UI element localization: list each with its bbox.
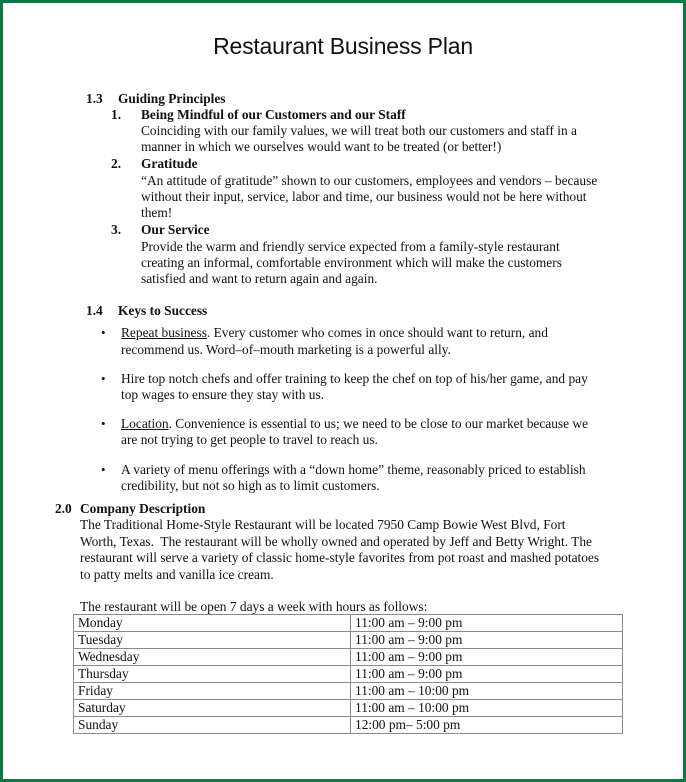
bullet-icon: • <box>101 462 106 477</box>
day-cell: Monday <box>74 615 351 632</box>
day-cell: Saturday <box>74 700 351 717</box>
underlined-term: Location <box>121 416 169 431</box>
day-cell: Thursday <box>74 666 351 683</box>
paragraph-line: The Traditional Home-Style Restaurant will be located 7950 Camp Bowie West Blvd, Fort <box>80 517 566 532</box>
day-cell: Wednesday <box>74 649 351 666</box>
bullet-text-line: are not trying to get people to travel to reach us. <box>121 432 378 447</box>
section-number: 1.4 <box>86 303 103 318</box>
bullet-text-line: credibility, but not so high as to limit customers. <box>121 478 380 493</box>
table-row <box>74 666 623 683</box>
time-cell: 11:00 am – 10:00 pm <box>351 683 623 700</box>
time-cell: 11:00 am – 9:00 pm <box>351 632 623 649</box>
table-row <box>74 615 623 632</box>
hours-intro: The restaurant will be open 7 days a week with hours as follows: <box>80 599 428 614</box>
item-heading: Being Mindful of our Customers and our Staff <box>141 107 406 122</box>
item-text-line: Coinciding with our family values, we will treat both our customers and staff in a <box>141 123 577 138</box>
item-text-line: Provide the warm and friendly service expected from a family-style restaurant <box>141 239 560 254</box>
table-row <box>74 683 623 700</box>
item-number: 2. <box>111 156 122 171</box>
bullet-text-line: A variety of menu offerings with a “down home” theme, reasonably priced to establish <box>121 462 586 477</box>
section-heading: Company Description <box>80 501 206 516</box>
bullet-text-line: Hire top notch chefs and offer training to keep the chef on top of his/her game, and pay <box>121 371 588 386</box>
paragraph-line: restaurant will serve a variety of classic home-style favorites from pot roast and mashed potatoes <box>80 550 600 565</box>
section-heading: Keys to Success <box>118 303 208 318</box>
item-text-line: satisfied and want to return again and again. <box>141 271 378 286</box>
day-cell: Friday <box>74 683 351 700</box>
time-cell: 11:00 am – 9:00 pm <box>351 649 623 666</box>
bullet-icon: • <box>101 325 106 340</box>
underlined-term: Repeat business <box>121 325 207 340</box>
day-cell: Sunday <box>74 717 351 734</box>
item-text-line: “An attitude of gratitude” shown to our customers, employees and vendors – because <box>141 173 598 188</box>
table-row <box>74 717 623 734</box>
time-cell: 11:00 am – 10:00 pm <box>351 700 623 717</box>
item-text-line: creating an informal, comfortable environment which will make the customers <box>141 255 562 270</box>
item-number: 3. <box>111 222 122 237</box>
table-row <box>74 700 623 717</box>
bullet-text-line <box>121 325 548 342</box>
section-heading: Guiding Principles <box>118 91 226 106</box>
hours-table <box>73 614 623 734</box>
paragraph-line: Worth, Texas. The restaurant will be wholly owned and operated by Jeff and Betty Wright. The <box>80 534 592 549</box>
bullet-icon: • <box>101 371 106 386</box>
section-number: 2.0 <box>55 501 72 516</box>
bullet-text: . Convenience is essential to us; we need to be close to our market because we <box>168 416 589 431</box>
table-row <box>74 632 623 649</box>
item-text-line: without their input, service, labor and time, our business would not be here without <box>141 189 587 204</box>
item-text-line: manner in which we ourselves would want to be treated (or better!) <box>141 139 502 154</box>
item-heading: Our Service <box>141 222 210 237</box>
section-number: 1.3 <box>86 91 103 106</box>
time-cell: 11:00 am – 9:00 pm <box>351 666 623 683</box>
time-cell: 11:00 am – 9:00 pm <box>351 615 623 632</box>
item-text-line: them! <box>141 205 173 220</box>
bullet-text-line: recommend us. Word–of–mouth marketing is a powerful ally. <box>121 342 451 357</box>
day-cell: Tuesday <box>74 632 351 649</box>
bullet-icon: • <box>101 416 106 431</box>
bullet-text-line <box>121 416 588 433</box>
document-title: Restaurant Business Plan <box>213 33 473 59</box>
bullet-text: . Every customer who comes in once should want to return, and <box>206 325 548 340</box>
table-row <box>74 649 623 666</box>
paragraph-line: to patty melts and vanilla ice cream. <box>80 567 274 582</box>
item-number: 1. <box>111 107 122 122</box>
bullet-text-line: top wages to ensure they stay with us. <box>121 387 325 402</box>
time-cell: 12:00 pm– 5:00 pm <box>351 717 623 734</box>
item-heading: Gratitude <box>141 156 198 171</box>
